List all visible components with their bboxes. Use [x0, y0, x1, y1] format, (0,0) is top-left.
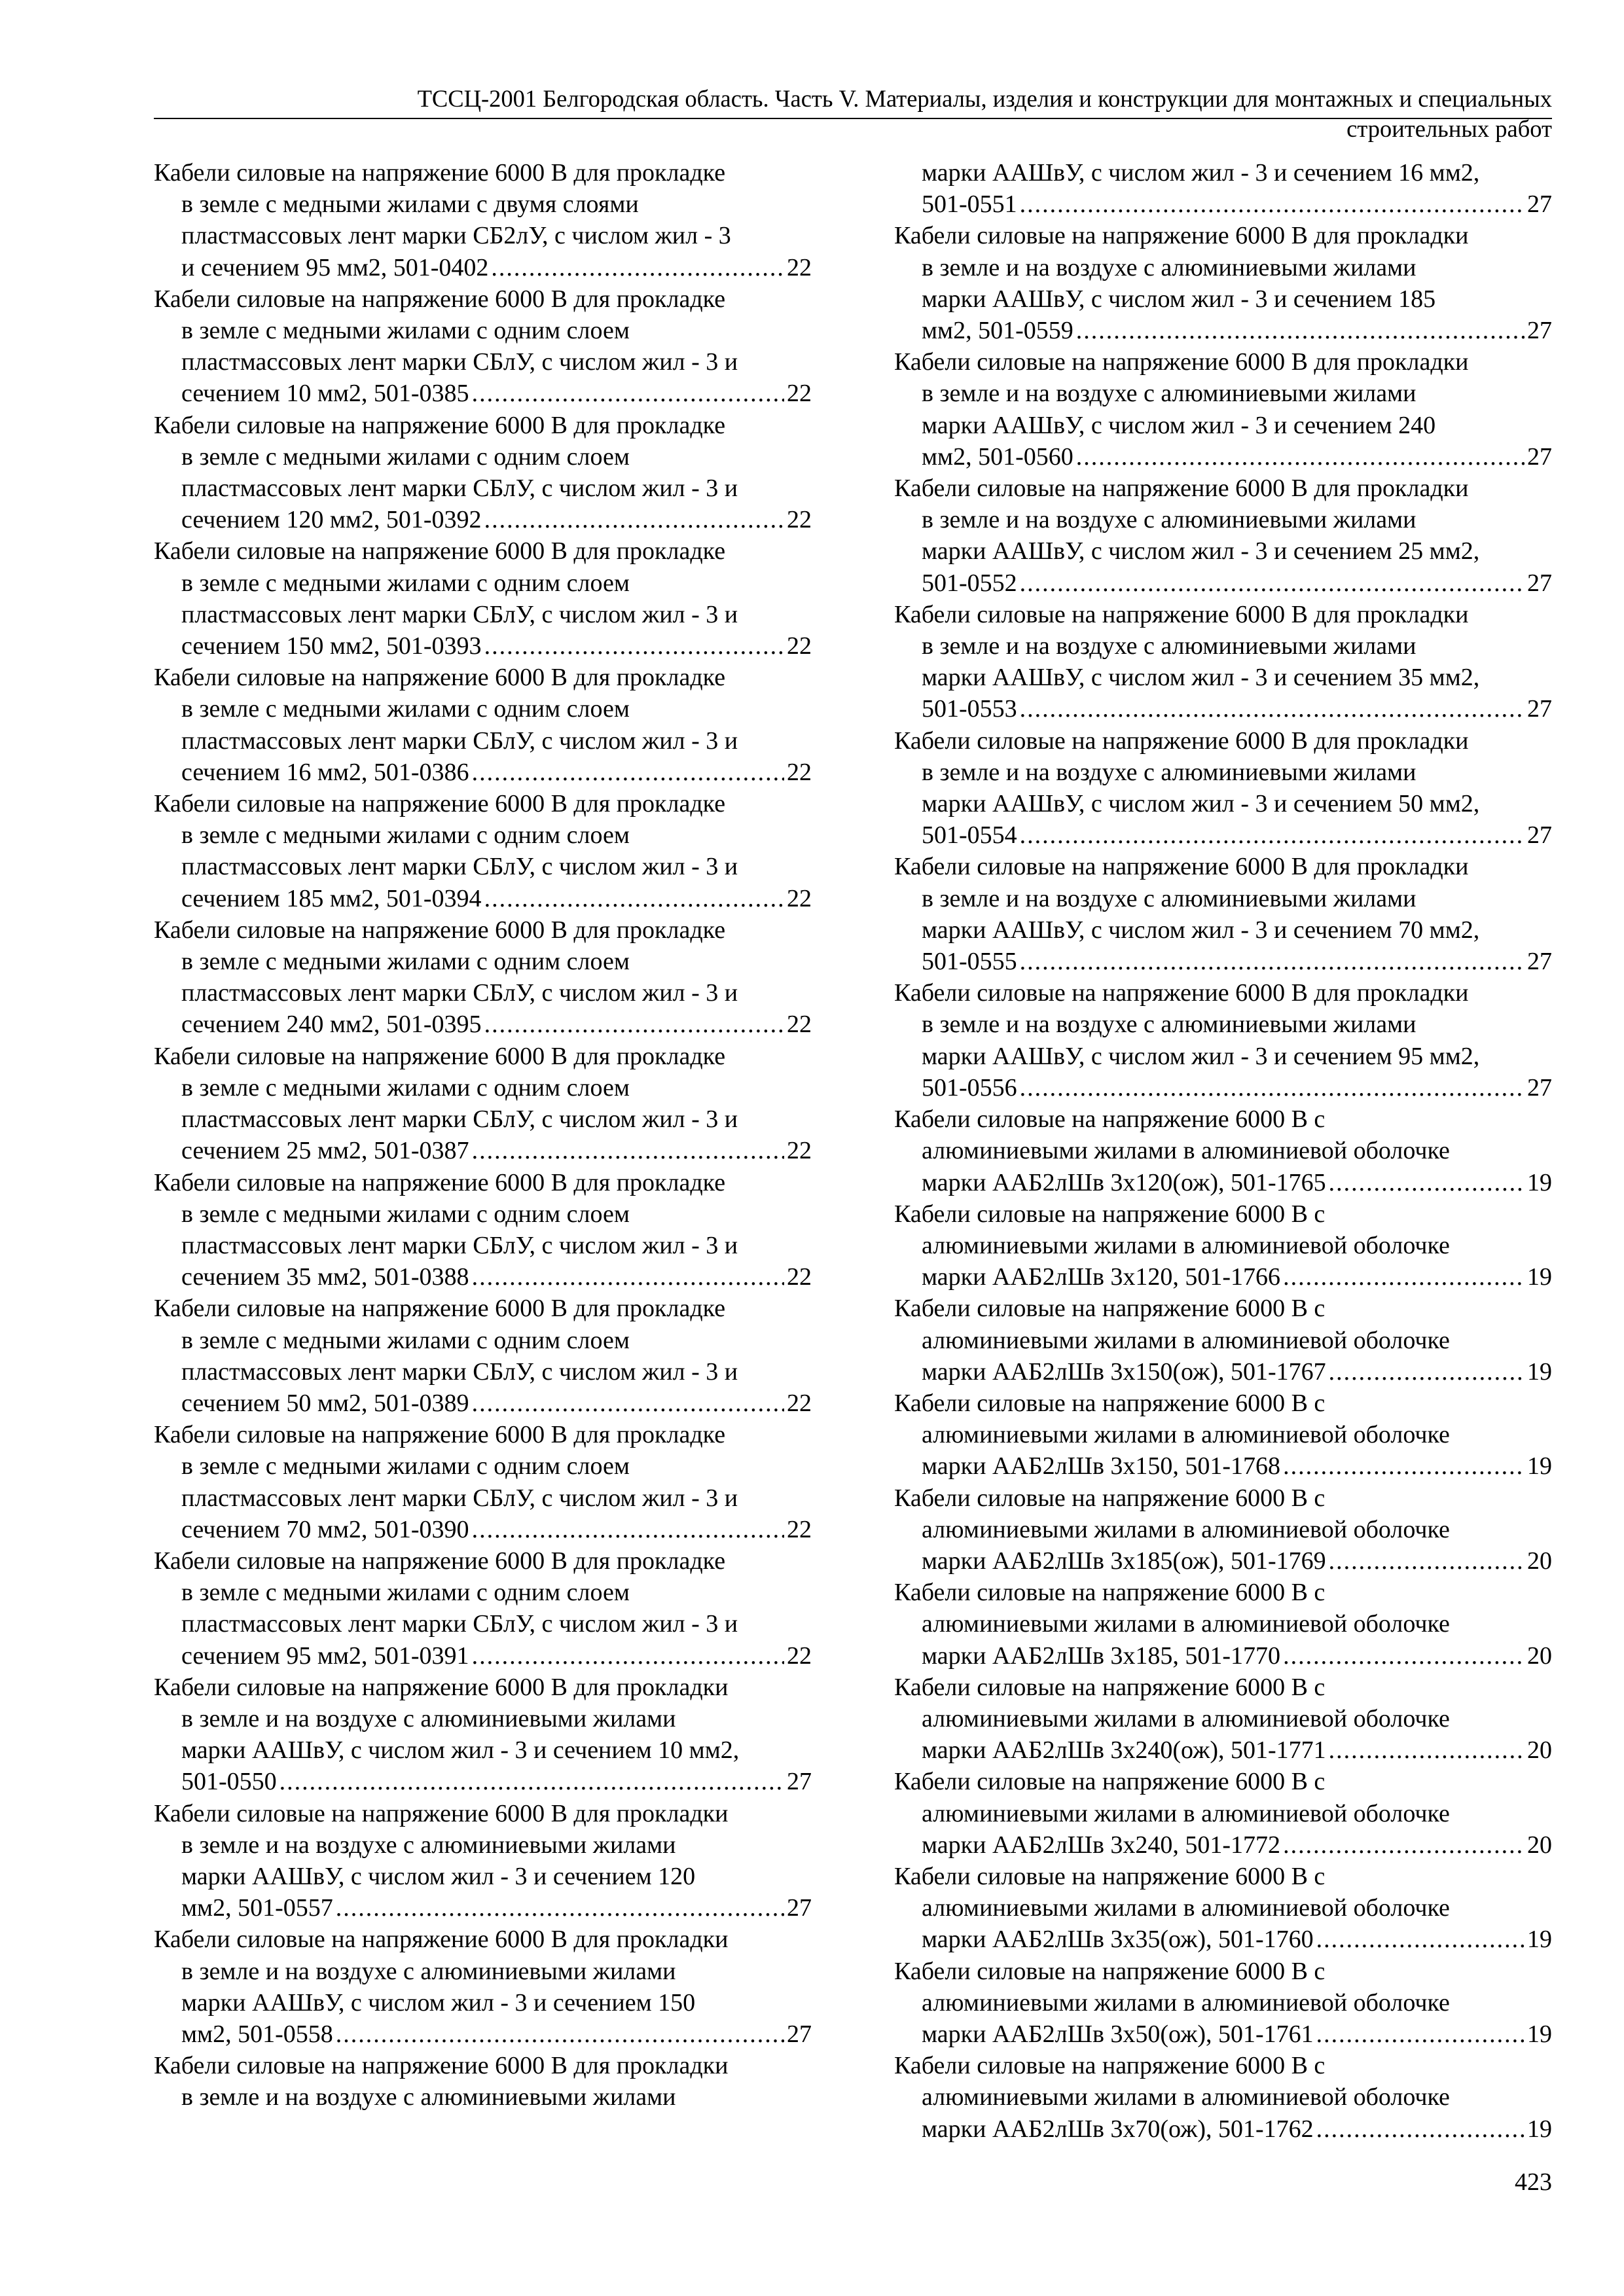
entry-page-ref: 19 — [1527, 2115, 1552, 2143]
entry-text: марки ААБ2лШв 3х150(ож), 501-1767 — [922, 1357, 1326, 1386]
index-entry — [154, 283, 812, 410]
index-entry — [154, 1167, 812, 1293]
entry-page-ref: 27 — [1527, 1073, 1552, 1102]
entry-line: в земле с медными жилами с одним слоем — [181, 569, 630, 597]
entry-line: в земле и на воздухе с алюминиевыми жилами — [922, 380, 1416, 408]
entry-text: марки ААБ2лШв 3х35(ож), 501-1760 — [922, 1926, 1314, 1954]
entry-page-ref: 22 — [787, 506, 812, 534]
index-entry — [894, 599, 1552, 725]
entry-page-ref: 20 — [1527, 1547, 1552, 1575]
entry-line — [154, 378, 812, 409]
entry-line: в земле с медными жилами с одним слоем — [181, 1326, 630, 1354]
index-entry — [894, 1766, 1552, 1861]
entry-line — [154, 1640, 812, 1672]
entry-line: в земле и на воздухе с алюминиевыми жилами — [922, 632, 1416, 660]
index-entry — [894, 725, 1552, 852]
index-entry — [154, 535, 812, 662]
dot-leader — [484, 883, 784, 914]
entry-line: марки ААШвУ, с числом жил - 3 и сечением 35 мм2, — [922, 664, 1480, 692]
entry-line: в земле с медными жилами с одним слоем — [181, 821, 630, 850]
entry-page-ref: 22 — [787, 1137, 812, 1165]
dot-leader — [1020, 693, 1525, 725]
index-entry — [154, 662, 812, 788]
index-entry — [894, 1861, 1552, 1956]
entry-line: Кабели силовые на напряжение 6000 В с — [894, 1295, 1326, 1323]
entry-text: марки ААБ2лШв 3х50(ож), 501-1761 — [922, 2020, 1314, 2048]
entry-line: Кабели силовые на напряжение 6000 В для прокладке — [154, 916, 726, 944]
dot-leader — [336, 2018, 784, 2050]
entry-line: Кабели силовые на напряжение 6000 В для прокладки — [894, 475, 1469, 503]
entry-line — [894, 1734, 1552, 1766]
entry-line: Кабели силовые на напряжение 6000 В для прокладке — [154, 159, 726, 187]
entry-line: в земле и на воздухе с алюминиевыми жилами — [181, 1704, 676, 1732]
entry-line: в земле с медными жилами с одним слоем — [181, 1073, 630, 1102]
dot-leader — [336, 1892, 784, 1924]
index-entry — [154, 2050, 812, 2113]
entry-line: пластмассовых лент марки СБ2лУ, с числом жил - 3 — [181, 222, 731, 250]
entry-line: Кабели силовые на напряжение 6000 В для прокладке — [154, 1168, 726, 1196]
dot-leader — [280, 1766, 784, 1797]
entry-text: марки ААБ2лШв 3х120(ож), 501-1765 — [922, 1168, 1326, 1196]
index-entry — [154, 1672, 812, 1798]
entry-line: пластмассовых лент марки СБлУ, с числом жил - 3 и — [181, 600, 738, 628]
entry-page-ref: 27 — [1527, 695, 1552, 723]
dot-leader — [1283, 1261, 1525, 1293]
entry-line: Кабели силовые на напряжение 6000 В с — [894, 1957, 1326, 1985]
entry-line: Кабели силовые на напряжение 6000 В для прокладке — [154, 1421, 726, 1449]
entry-line: марки ААШвУ, с числом жил - 3 и сечением 95 мм2, — [922, 1042, 1480, 1070]
index-entry — [894, 1388, 1552, 1482]
dot-leader — [1020, 819, 1525, 851]
entry-line: алюминиевыми жилами в алюминиевой оболочке — [922, 1231, 1450, 1259]
entry-text: марки ААБ2лШв 3х150, 501-1768 — [922, 1452, 1281, 1480]
entry-line: марки ААШвУ, с числом жил - 3 и сечением 70 мм2, — [922, 916, 1480, 944]
entry-line: в земле с медными жилами с одним слоем — [181, 1579, 630, 1607]
entry-line: Кабели силовые на напряжение 6000 В для прокладке — [154, 1042, 726, 1070]
entry-line: Кабели силовые на напряжение 6000 В для прокладки — [894, 600, 1469, 628]
entry-text: сечением 70 мм2, 501-0390 — [181, 1515, 469, 1543]
entry-line: Кабели силовые на напряжение 6000 В для прокладки — [154, 1673, 729, 1701]
entry-page-ref: 22 — [787, 1641, 812, 1670]
entry-line: марки ААШвУ, с числом жил - 3 и сечением 185 — [922, 285, 1436, 313]
index-entry — [154, 1293, 812, 1419]
entry-text: сечением 10 мм2, 501-0385 — [181, 380, 469, 408]
entry-line — [154, 504, 812, 535]
entry-text: сечением 25 мм2, 501-0387 — [181, 1137, 469, 1165]
entry-text: мм2, 501-0559 — [922, 317, 1074, 345]
entry-line: алюминиевыми жилами в алюминиевой оболочке — [922, 1421, 1450, 1449]
entry-page-ref: 19 — [1527, 1357, 1552, 1386]
dot-leader — [1329, 1356, 1525, 1388]
entry-text: сечением 150 мм2, 501-0393 — [181, 632, 482, 660]
index-entry — [894, 1956, 1552, 2051]
entry-line: в земле с медными жилами с одним слоем — [181, 948, 630, 976]
entry-line: в земле и на воздухе с алюминиевыми жилами — [181, 1957, 676, 1985]
entry-page-ref: 22 — [787, 253, 812, 281]
entry-line: в земле и на воздухе с алюминиевыми жилами — [181, 2083, 676, 2111]
index-entry — [894, 1198, 1552, 1293]
entry-page-ref: 22 — [787, 1011, 812, 1039]
dot-leader — [1020, 1072, 1525, 1103]
index-entry — [894, 2050, 1552, 2145]
entry-line — [894, 819, 1552, 851]
entry-text: 501-0552 — [922, 569, 1017, 597]
entry-line: Кабели силовые на напряжение 6000 В для прокладке — [154, 411, 726, 439]
entry-page-ref: 19 — [1527, 1168, 1552, 1196]
entry-line — [154, 630, 812, 662]
dot-leader — [472, 1640, 784, 1672]
entry-text: 501-0553 — [922, 695, 1017, 723]
entry-line: пластмассовых лент марки СБлУ, с числом жил - 3 и — [181, 726, 738, 755]
entry-line: Кабели силовые на напряжение 6000 В с — [894, 1484, 1326, 1512]
entry-line: марки ААШвУ, с числом жил - 3 и сечением 240 — [922, 411, 1436, 439]
entry-line — [154, 883, 812, 914]
entry-line: алюминиевыми жилами в алюминиевой оболочке — [922, 1326, 1450, 1354]
entry-line — [894, 567, 1552, 599]
index-entry — [894, 1672, 1552, 1767]
index-entry — [154, 1545, 812, 1672]
index-entry — [894, 1577, 1552, 1672]
entry-line: в земле с медными жилами с одним слоем — [181, 1200, 630, 1228]
entry-line: пластмассовых лент марки СБлУ, с числом жил - 3 и — [181, 1231, 738, 1259]
entry-line: Кабели силовые на напряжение 6000 В с — [894, 1673, 1326, 1701]
entry-line — [154, 1388, 812, 1419]
entry-line: марки ААШвУ, с числом жил - 3 и сечением 25 мм2, — [922, 537, 1480, 565]
entry-line — [154, 1261, 812, 1293]
entry-line: Кабели силовые на напряжение 6000 В для прокладки — [154, 1926, 729, 1954]
entry-line: пластмассовых лент марки СБлУ, с числом жил - 3 и — [181, 348, 738, 376]
entry-line: Кабели силовые на напряжение 6000 В для прокладке — [154, 664, 726, 692]
dot-leader — [1076, 315, 1525, 346]
entry-line: алюминиевыми жилами в алюминиевой оболочке — [922, 1988, 1450, 2017]
entry-line: алюминиевыми жилами в алюминиевой оболочке — [922, 1799, 1450, 1827]
index-entry — [894, 473, 1552, 599]
entry-line: марки ААШвУ, с числом жил - 3 и сечением 150 — [181, 1988, 696, 2017]
entry-line: в земле с медными жилами с одним слоем — [181, 695, 630, 723]
index-entry — [154, 1041, 812, 1167]
index-entry — [894, 1482, 1552, 1577]
entry-line — [894, 1356, 1552, 1388]
index-entry — [894, 346, 1552, 473]
entry-text: и сечением 95 мм2, 501-0402 — [181, 253, 489, 281]
entry-text: 501-0556 — [922, 1073, 1017, 1102]
entry-line: марки ААШвУ, с числом жил - 3 и сечением 16 мм2, — [922, 159, 1480, 187]
entry-text: сечением 120 мм2, 501-0392 — [181, 506, 482, 534]
entry-line: Кабели силовые на напряжение 6000 В для прокладке — [154, 790, 726, 818]
entry-line: марки ААШвУ, с числом жил - 3 и сечением 120 — [181, 1862, 696, 1890]
entry-page-ref: 19 — [1527, 1452, 1552, 1480]
header-line-2: строительных работ — [1346, 115, 1552, 142]
entry-line: Кабели силовые на напряжение 6000 В с — [894, 1389, 1326, 1417]
dot-leader — [484, 504, 784, 535]
entry-page-ref: 22 — [787, 1263, 812, 1291]
entry-page-ref: 27 — [1527, 948, 1552, 976]
entry-line — [894, 1640, 1552, 1672]
entry-line: в земле и на воздухе с алюминиевыми жилами — [922, 884, 1416, 912]
dot-leader — [1020, 188, 1525, 220]
entry-line: алюминиевыми жилами в алюминиевой оболочке — [922, 2083, 1450, 2111]
entry-line: пластмассовых лент марки СБлУ, с числом жил - 3 и — [181, 1484, 738, 1512]
entry-line — [894, 1829, 1552, 1861]
entry-line: пластмассовых лент марки СБлУ, с числом жил - 3 и — [181, 475, 738, 503]
entry-line: Кабели силовые на напряжение 6000 В для прокладке — [154, 285, 726, 313]
entry-page-ref: 27 — [787, 1894, 812, 1922]
entry-line: Кабели силовые на напряжение 6000 В для прокладки — [154, 1799, 729, 1827]
index-entry — [154, 1798, 812, 1924]
entry-line — [894, 1450, 1552, 1482]
running-header — [154, 84, 1552, 144]
entry-text: марки ААБ2лШв 3х185, 501-1770 — [922, 1641, 1281, 1670]
entry-line: алюминиевыми жилами в алюминиевой оболочке — [922, 1610, 1450, 1638]
entry-line — [154, 1514, 812, 1545]
entry-text: сечением 16 мм2, 501-0386 — [181, 758, 469, 786]
entry-line: Кабели силовые на напряжение 6000 В с — [894, 1768, 1326, 1796]
entry-line — [154, 1135, 812, 1166]
dot-leader — [472, 378, 784, 409]
entry-line: пластмассовых лент марки СБлУ, с числом жил - 3 и — [181, 1357, 738, 1386]
entry-line: в земле с медными жилами с двумя слоями — [181, 190, 639, 219]
entry-line — [154, 757, 812, 788]
index-entry — [154, 157, 812, 283]
entry-line — [894, 1545, 1552, 1577]
entry-line — [894, 1072, 1552, 1103]
entry-text: 501-0555 — [922, 948, 1017, 976]
entry-line: Кабели силовые на напряжение 6000 В для прокладке — [154, 537, 726, 565]
entry-page-ref: 19 — [1527, 1926, 1552, 1954]
entry-text: марки ААБ2лШв 3х120, 501-1766 — [922, 1263, 1281, 1291]
entry-page-ref: 22 — [787, 380, 812, 408]
header-line-1: ТССЦ-2001 Белгородская область. Часть V. Материалы, изделия и конструкции для монтажных и специальных — [417, 85, 1552, 112]
dot-leader — [1329, 1167, 1525, 1198]
dot-leader — [484, 1009, 784, 1040]
dot-leader — [472, 1135, 784, 1166]
entry-line — [894, 1261, 1552, 1293]
entry-line: в земле и на воздухе с алюминиевыми жилами — [922, 1011, 1416, 1039]
entry-text: сечением 240 мм2, 501-0395 — [181, 1011, 482, 1039]
entry-page-ref: 20 — [1527, 1831, 1552, 1859]
entry-text: сечением 95 мм2, 501-0391 — [181, 1641, 469, 1670]
dot-leader — [1283, 1829, 1525, 1861]
entry-line: марки ААШвУ, с числом жил - 3 и сечением 50 мм2, — [922, 790, 1480, 818]
entry-line — [154, 1766, 812, 1797]
entry-line — [894, 441, 1552, 473]
entry-page-ref: 27 — [787, 1768, 812, 1796]
entry-line — [894, 2018, 1552, 2050]
dot-leader — [1076, 441, 1525, 473]
entry-text: мм2, 501-0558 — [181, 2020, 333, 2048]
dot-leader — [484, 630, 784, 662]
entry-text: 501-0550 — [181, 1768, 277, 1796]
index-entry — [154, 788, 812, 914]
index-entry — [154, 914, 812, 1041]
index-entry — [894, 157, 1552, 220]
entry-page-ref: 19 — [1527, 1263, 1552, 1291]
entry-page-ref: 27 — [1527, 190, 1552, 219]
entry-line: Кабели силовые на напряжение 6000 В с — [894, 1200, 1326, 1228]
entry-line: Кабели силовые на напряжение 6000 В с — [894, 2052, 1326, 2080]
entry-line — [894, 946, 1552, 977]
entry-line: Кабели силовые на напряжение 6000 В с — [894, 1862, 1326, 1890]
entry-page-ref: 27 — [1527, 821, 1552, 850]
entry-page-ref: 19 — [1527, 2020, 1552, 2048]
dot-leader — [1020, 946, 1525, 977]
entry-line: в земле с медными жилами с одним слоем — [181, 1452, 630, 1480]
entry-line: пластмассовых лент марки СБлУ, с числом жил - 3 и — [181, 853, 738, 881]
dot-leader — [1316, 1924, 1525, 1955]
entry-line: алюминиевыми жилами в алюминиевой оболочке — [922, 1137, 1450, 1165]
dot-leader — [472, 757, 784, 788]
dot-leader — [472, 1388, 784, 1419]
entry-line: в земле с медными жилами с одним слоем — [181, 317, 630, 345]
entry-line: в земле и на воздухе с алюминиевыми жилами — [922, 758, 1416, 786]
entry-line: в земле и на воздухе с алюминиевыми жилами — [922, 253, 1416, 281]
entry-page-ref: 22 — [787, 1389, 812, 1417]
entry-line — [894, 693, 1552, 725]
entry-page-ref: 22 — [787, 758, 812, 786]
dot-leader — [1020, 567, 1525, 599]
entry-line: Кабели силовые на напряжение 6000 В с — [894, 1579, 1326, 1607]
entry-line: Кабели силовые на напряжение 6000 В для прокладки — [154, 2052, 729, 2080]
entry-line: пластмассовых лент марки СБлУ, с числом жил - 3 и — [181, 979, 738, 1007]
entry-text: мм2, 501-0557 — [181, 1894, 333, 1922]
entry-page-ref: 27 — [787, 2020, 812, 2048]
dot-leader — [472, 1514, 784, 1545]
entry-text: сечением 185 мм2, 501-0394 — [181, 884, 482, 912]
entry-line: алюминиевыми жилами в алюминиевой оболочке — [922, 1894, 1450, 1922]
entry-line — [894, 315, 1552, 346]
index-entry — [154, 1924, 812, 2050]
entry-line: в земле и на воздухе с алюминиевыми жилами — [181, 1831, 676, 1859]
header-rule — [154, 118, 1552, 119]
entry-text: марки ААБ2лШв 3х240, 501-1772 — [922, 1831, 1281, 1859]
entry-text: марки ААБ2лШв 3х240(ож), 501-1771 — [922, 1736, 1326, 1765]
entry-line: Кабели силовые на напряжение 6000 В для прокладки — [894, 979, 1469, 1007]
entry-text: марки ААБ2лШв 3х70(ож), 501-1762 — [922, 2115, 1314, 2143]
index-column-right — [894, 157, 1552, 2145]
entry-line: в земле и на воздухе с алюминиевыми жилами — [922, 506, 1416, 534]
entry-text: сечением 50 мм2, 501-0389 — [181, 1389, 469, 1417]
entry-line: Кабели силовые на напряжение 6000 В для прокладки — [894, 222, 1469, 250]
entry-line — [894, 1924, 1552, 1955]
page-number: 423 — [1515, 2168, 1552, 2196]
dot-leader — [491, 252, 784, 283]
entry-line — [894, 1167, 1552, 1198]
index-entry — [894, 977, 1552, 1103]
entry-line: в земле с медными жилами с одним слоем — [181, 442, 630, 471]
entry-line — [894, 188, 1552, 220]
dot-leader — [1316, 2113, 1525, 2145]
entry-text: 501-0554 — [922, 821, 1017, 850]
entry-line: пластмассовых лент марки СБлУ, с числом жил - 3 и — [181, 1105, 738, 1134]
entry-line: Кабели силовые на напряжение 6000 В для прокладки — [894, 853, 1469, 881]
index-column-left — [154, 157, 812, 2113]
entry-page-ref: 27 — [1527, 569, 1552, 597]
entry-page-ref: 27 — [1527, 442, 1552, 471]
entry-line: Кабели силовые на напряжение 6000 В для прокладки — [894, 348, 1469, 376]
entry-page-ref: 20 — [1527, 1736, 1552, 1765]
entry-text: мм2, 501-0560 — [922, 442, 1074, 471]
entry-line: Кабели силовые на напряжение 6000 В с — [894, 1105, 1326, 1134]
entry-line: марки ААШвУ, с числом жил - 3 и сечением 10 мм2, — [181, 1736, 740, 1765]
entry-line — [894, 2113, 1552, 2145]
dot-leader — [1329, 1734, 1525, 1766]
entry-text: марки ААБ2лШв 3х185(ож), 501-1769 — [922, 1547, 1326, 1575]
entry-page-ref: 20 — [1527, 1641, 1552, 1670]
entry-line: алюминиевыми жилами в алюминиевой оболочке — [922, 1704, 1450, 1732]
entry-line — [154, 2018, 812, 2050]
index-entry — [154, 410, 812, 536]
index-entry — [894, 220, 1552, 346]
entry-line — [154, 252, 812, 283]
dot-leader — [1283, 1450, 1525, 1482]
entry-line — [154, 1892, 812, 1924]
entry-line: Кабели силовые на напряжение 6000 В для прокладке — [154, 1547, 726, 1575]
entry-line: Кабели силовые на напряжение 6000 В для прокладке — [154, 1295, 726, 1323]
entry-line — [154, 1009, 812, 1040]
index-entry — [154, 1419, 812, 1545]
index-entry — [894, 1293, 1552, 1388]
entry-line: Кабели силовые на напряжение 6000 В для прокладки — [894, 726, 1469, 755]
dot-leader — [472, 1261, 784, 1293]
entry-page-ref: 22 — [787, 1515, 812, 1543]
entry-text: 501-0551 — [922, 190, 1017, 219]
entry-line: алюминиевыми жилами в алюминиевой оболочке — [922, 1515, 1450, 1543]
dot-leader — [1283, 1640, 1525, 1672]
index-entry — [894, 851, 1552, 977]
dot-leader — [1329, 1545, 1525, 1577]
dot-leader — [1316, 2018, 1525, 2050]
index-entry — [894, 1103, 1552, 1198]
entry-text: сечением 35 мм2, 501-0388 — [181, 1263, 469, 1291]
entry-line: пластмассовых лент марки СБлУ, с числом жил - 3 и — [181, 1610, 738, 1638]
entry-page-ref: 22 — [787, 884, 812, 912]
entry-page-ref: 22 — [787, 632, 812, 660]
entry-page-ref: 27 — [1527, 317, 1552, 345]
